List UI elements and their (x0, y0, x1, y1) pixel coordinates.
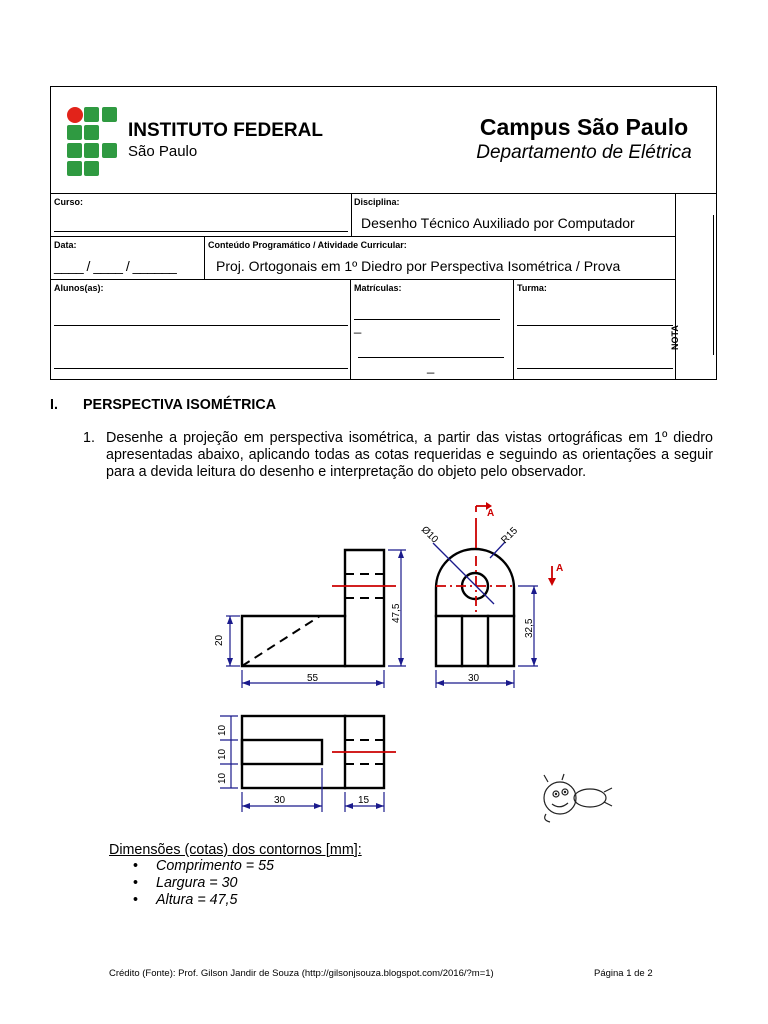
data-label: Data: (54, 240, 77, 250)
nota-label: NOTA (670, 325, 680, 350)
dim-radius-label: R15 (499, 525, 521, 547)
matriculas-label: Matrículas: (354, 283, 402, 293)
logo-title: INSTITUTO FEDERAL (128, 120, 323, 141)
matricula-underscore-2: _ (427, 359, 435, 374)
disciplina-value: Desenho Técnico Auxiliado por Computador (361, 215, 635, 231)
question-number: 1. (83, 430, 95, 446)
section-number: I. (50, 397, 58, 413)
data-field[interactable]: ____ / ____ / ______ (54, 258, 177, 274)
dim-32-5-label: 32,5 (524, 618, 535, 638)
conteudo-value: Proj. Ortogonais em 1º Diedro por Perspectiva Isométrica / Prova (216, 258, 621, 274)
dim-15-label: 15 (358, 795, 370, 806)
aluno-field-2[interactable] (54, 368, 348, 369)
footer-page-number: Página 1 de 2 (594, 968, 653, 979)
aluno-field-1[interactable] (54, 325, 348, 326)
turma-label: Turma: (517, 283, 547, 293)
list-item: • Comprimento = 55 (133, 858, 275, 874)
section-title: PERSPECTIVA ISOMÉTRICA (83, 397, 277, 413)
dimensions-heading: Dimensões (cotas) dos contornos [mm]: (109, 842, 362, 858)
list-item: • Largura = 30 (133, 875, 238, 891)
footer-credit: Crédito (Fonte): Prof. Gilson Jandir de Souza (http://gilsonjsouza.blogspot.com/2016/?m=1) (109, 968, 494, 979)
turma-field-1[interactable] (517, 325, 673, 326)
dim-10a-label: 10 (217, 724, 228, 736)
if-logo-icon (66, 106, 122, 178)
logo-subtitle: São Paulo (128, 143, 198, 160)
dim-30-side-label: 30 (468, 673, 480, 684)
bullet-icon: • (133, 858, 139, 874)
cartoon-mascot-icon (538, 772, 616, 826)
cut-a-top-label: A (487, 508, 495, 519)
curso-field[interactable] (54, 231, 348, 232)
dim-47-5-label: 47,5 (391, 603, 402, 623)
turma-field-2[interactable] (517, 368, 673, 369)
matricula-field-2[interactable] (358, 357, 504, 358)
dim-55-label: 55 (307, 673, 319, 684)
bullet-icon: • (133, 875, 139, 891)
header-box (50, 86, 717, 380)
dim-diameter-label: Ø10 (418, 524, 441, 546)
dim-20-label: 20 (214, 634, 225, 646)
bullet-icon: • (133, 892, 139, 908)
list-item: • Altura = 47,5 (133, 892, 238, 908)
dim-10c-label: 10 (217, 772, 228, 784)
conteudo-label: Conteúdo Programático / Atividade Curricular: (208, 240, 407, 250)
orthographic-views-drawing (200, 500, 580, 815)
cut-a-side-label: A (556, 563, 564, 574)
question-text: Desenhe a projeção em perspectiva isométrica, a partir das vistas ortográficas em 1º diedro apresentadas abaixo, aplicando todas as cotas requeridas e seguindo as orientações a seguir para a devida leitura do desenho e interpretação do objeto pelo observador. (106, 430, 713, 480)
alunos-label: Alunos(as): (54, 283, 104, 293)
matricula-field-1[interactable] (354, 319, 500, 320)
dim-30-top-label: 30 (274, 795, 286, 806)
disciplina-label: Disciplina: (354, 197, 400, 207)
curso-label: Curso: (54, 197, 83, 207)
matricula-underscore-1: _ (354, 319, 362, 334)
dim-10b-label: 10 (217, 748, 228, 760)
dimensions-list (109, 858, 409, 909)
campus-title: Campus São Paulo (479, 114, 689, 140)
department-title: Departamento de Elétrica (476, 142, 692, 163)
